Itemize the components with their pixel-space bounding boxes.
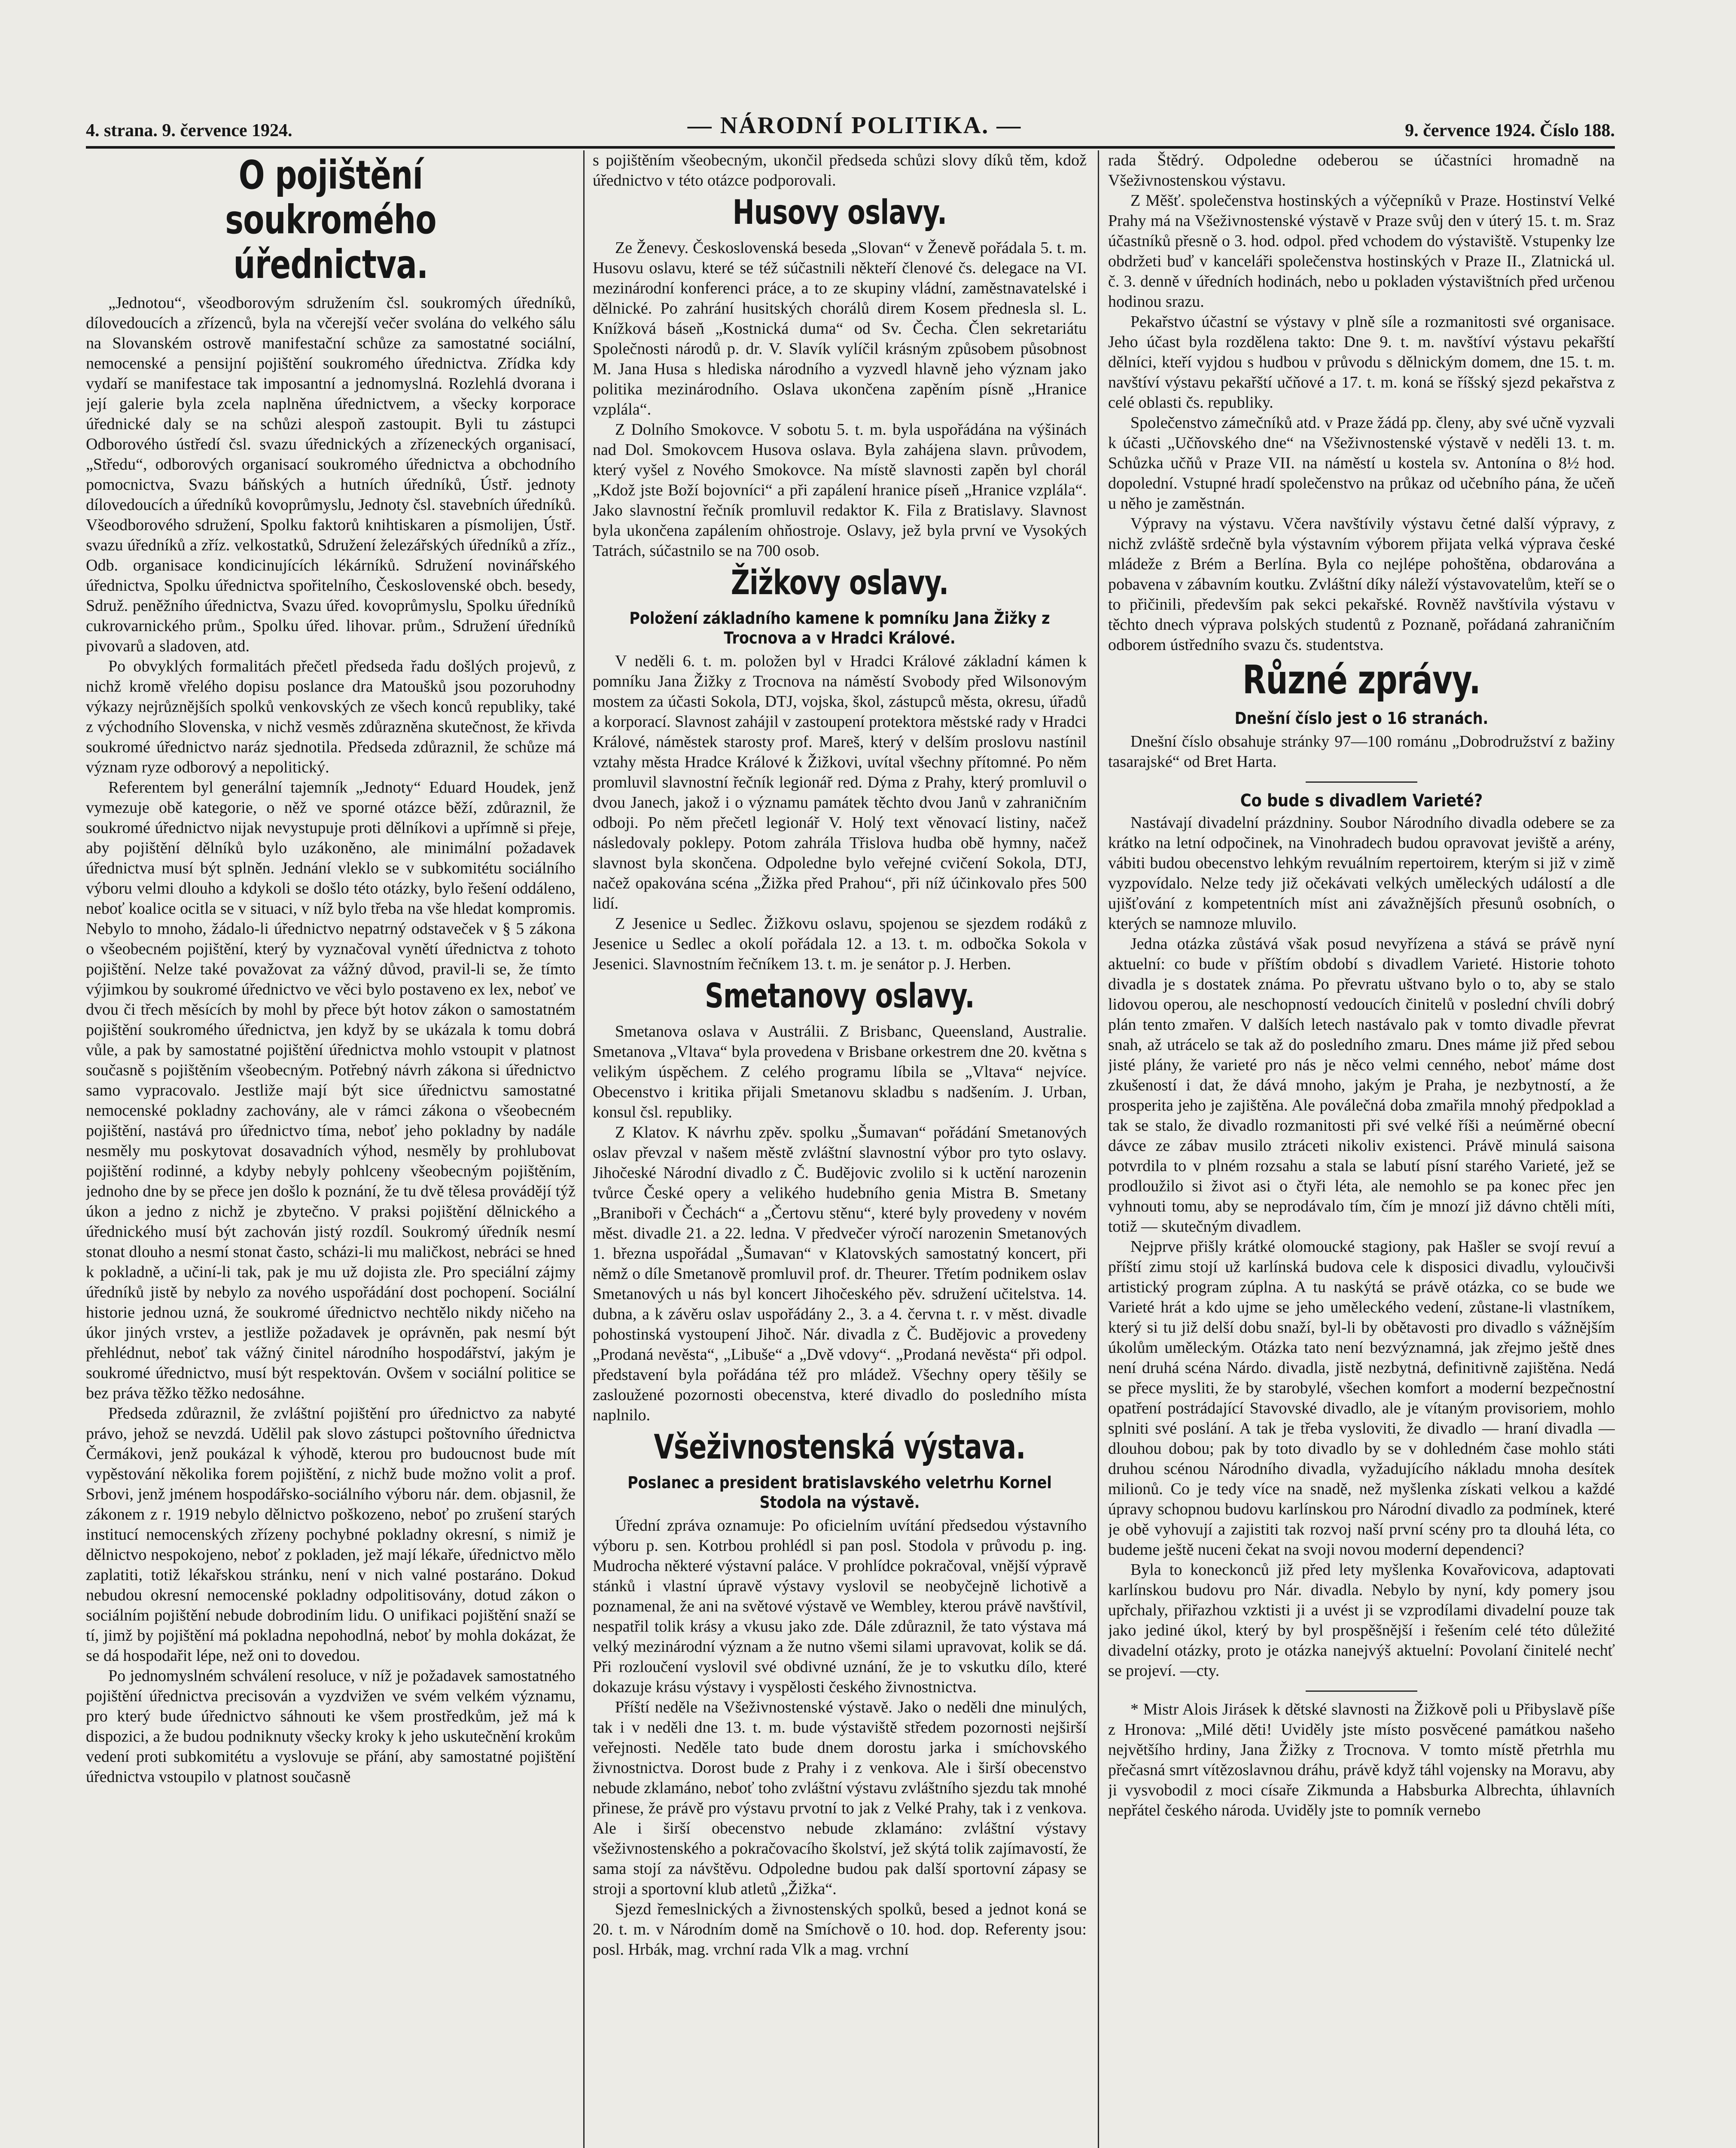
section-subtitle: Dnešní číslo jest o 16 stranách. (1234, 709, 1489, 728)
article-paragraph: Předseda zdůraznil, že zvláštní pojištění pro úřednictvo za nabyté právo, jehož se nevzdá. Udělil pak slovo zástupci poštovního úřednictva Čermákovi, jenž poukázal k výhodě, kterou pro budoucnost bude mít vypěstování několika forem pojištění, z nichž bude možno volit a prof. Srbovi, jenž jménem hospodářsko-sociálního výboru nár. dem. objasnil, že zákonem z r. 1919 nebylo dělnictvo poškozeno, neboť po zrušení starých institucí nemocenských zřízeny pochybné pokladny okresní, s nimiž je dělnictvo nespokojeno, neboť z pokladen, jež mají lékaře, úřednictvo mělo zaplatiti, totiž lékařskou stránku, není v nich valné postaráno. Dokud nebudou okresní nemocenské pokladny odpolitisovány, dotud zákon o sociálním pojištění nebude dobrodiním lidu. O unifikaci pojištění snaží se tí, jimž by pojištění má pokladna nepohodlná, neboť by mohla dokázat, že se dá hospodařit lépe, než oni to dovedou. (86, 1404, 576, 1665)
section-subtitle: Položení základního kamene k pomníku Jana Žižky z Trocnova a v Hradci Králové. (629, 609, 1050, 647)
section-title-smetanovy: Smetanovy oslavy. (705, 977, 975, 1016)
article-continuation: s pojištěním všeobecným, ukončil předseda schůzi slovy díků těm, kdož úřednictvo v této otázce podporovali. (593, 151, 1087, 189)
header-rule (86, 146, 1615, 149)
article-paragraph: Společenstvo zámečníků atd. v Praze žádá pp. členy, aby své učně vyzvali k účasti „Učňovského dne“ na Všeživnostenské výstavě v neděli 13. t. m. Schůzka učňů v Praze VII. na náměstí u kostela sv. Antonína o 8½ hod. dopolední. Vstupné hradí společenstvo na průkaz od učebního pána, že učeň u něho je zaměstnán. (1108, 414, 1615, 513)
article-paragraph: Z Dolního Smokovce. V sobotu 5. t. m. byla uspořádána na výšinách nad Dol. Smokovcem Husova oslava. Byla zahájena slavn. průvodem, který vyšel z Nového Smokovce. Na místě slavnosti zapěn byl chorál „Kdož jste Boží bojovníci“ a při zapálení hranice píseň „Hranice vzplála“. Jako slavnostní řečník promluvil redaktor K. Fila z Bratislavy. Slavnost byla ukončena zapálením ohňostroje. Oslavy, jež byla první ve Vysokých Tatrách, súčastnilo se na 700 osob. (593, 421, 1087, 560)
column-divider (583, 150, 585, 2148)
article-paragraph: V neděli 6. t. m. položen byl v Hradci Králové základní kámen k pomníku Jana Žižky z Trocnova na náměstí Svobody před Wilsonovým mostem za účasti Sokola, DTJ, vojska, škol, zástupců města, okresu, úřadů a korporací. Slavnost zahájil v zastoupení protektora městské rady v Hradci Králové, náměstek starosty prof. Mareš, který v delším proslovu nastínil vztahy města Hradce Králové k Žižkovi, uvítal všechny přítomné. Po něm promluvil slavnostní řečník legionář red. Dýma z Prahy, který promluvil o dvou Janech, jakož i o významu památek těchto dvou Janů v zahraničním odboji. Po něm přečetl legionář V. Holý text věnovací listiny, načež následovaly poklepy. Potom zahrála Třislova hudba obě hymny, načež slavnost byla skončena. Odpoledne bylo veřejné cvičení Sokola, DTJ, načež opakována scéna „Žižka před Prahou“, při níž účinkovalo přes 500 lidí. (593, 652, 1087, 912)
date-issue-number: 9. července 1924. Číslo 188. (1405, 121, 1615, 140)
column-1 (86, 150, 576, 2148)
article-paragraph: * Mistr Alois Jirásek k dětské slavnosti na Žižkově poli u Přibyslavě píše z Hronova: „Milé děti! Uviděly jste místo posvěcené památkou našeho největšího hrdiny, Jana Žižky z Trocnova. V tomto místě přetrhla mu přečasná smrt vítězoslavnou dráhu, právě když táhl vojensky na Moravu, aby ji vysvobodil z moci císaře Zikmunda a Habsburka Albrechta, úhlavních nepřátel českého národa. Uviděly jste to pomník vernebo (1108, 1700, 1615, 1819)
section-subtitle: Poslanec a president bratislavského veletrhu Kornel Stodola na výstavě. (627, 1473, 1052, 1512)
column-2 (593, 150, 1087, 2148)
article-paragraph: Smetanova oslava v Austrálii. Z Brisbanc, Queensland, Australie. Smetanova „Vltava“ byla provedena v Brisbane orkestrem dne 20. května s velikým úspěchem. Z celého programu líbila se „Vltava“ nejvíce. Obecenstvo i kritika přijali Smetanovu skladbu s nadšením. J. Urban, konsul čsl. republiky. (593, 1022, 1087, 1121)
article-paragraph: Po obvyklých formalitách přečetl předseda řadu došlých projevů, z nichž kromě vřelého dopisu poslance dra Matoušků jsou pozoruhodny výkazy nejrůznějších spolků venkovských ze všech konců republiky, také z východního Slovenska, v nichž vesměs zdůrazněna skutečnost, že křivda soukromé úřednictvo naráz sjednotila. Předseda zdůraznil, že schůze má význam ryze odborový a nepolitický. (86, 657, 576, 776)
newspaper-masthead: — NÁRODNÍ POLITIKA. — (687, 112, 1022, 139)
article-paragraph: Z Jesenice u Sedlec. Žižkovu oslavu, spojenou se sjezdem rodáků z Jesenice u Sedlec a okolí pořádala 12. a 13. t. m. odbočka Sokola v Jesenici. Slavnostním řečníkem 13. t. m. je senátor p. J. Herben. (593, 915, 1087, 973)
article-paragraph: Z Klatov. K návrhu zpěv. spolku „Šumavan“ pořádání Smetanových oslav převzal v našem městě zvláštní slavnostní výbor pro tyto oslavy. Jihočeské Národní divadlo z Č. Budějovic zvolilo si k uctění narozenin tvůrce České opery a velikého hudebního genia Mistra B. Smetany „Braniboři v Čechách“ a „Čertovu stěnu“, které byly provedeny v novém měst. divadle 21. a 22. ledna. V předvečer výročí narozenin Smetanových 1. března uspořádal „Šumavan“ v Klatovských samostatný koncert, při němž o díle Smetanově promluvil prof. dr. Theurer. Třetím podnikem oslav Smetanových u nás byl koncert Jihočeského pěv. sdružení učitelstva. 14. dubna, a k závěru oslav uspořádány 2., 3. a 4. června t. r. v měst. divadle pohostinská vystoupení Jihoč. Nár. divadla z Č. Budějovic a provedeny „Prodaná nevěsta“, „Libuše“ a „Dvě vdovy“. „Prodaná nevěsta“ při odpol. představení byla pořádána též pro mládež. Všechny opery těšily se zasloužené pozornosti obecenstva, které divadlo do posledního místa naplnilo. (593, 1123, 1087, 1424)
article-headline-variete: Co bude s divadlem Varieté? (1240, 791, 1483, 811)
article-paragraph: Pekařstvo účastní se výstavy v plně síle a rozmanitosti své organisace. Jeho účast byla rozdělena takto: Dne 9. t. m. navštíví výstavu pekařští dělníci, kteří vyjdou s hudbou v průvodu s dělnickým domem, dne 15. t. m. navštíví výstavu pekařští učňové a 17. t. m. koná se říšský sjezd pekařstva z celé oblasti čs. republiky. (1108, 313, 1615, 412)
article-paragraph: Dnešní číslo obsahuje stránky 97—100 románu „Dobrodružství z bažiny tasarajské“ od Bret Harta. (1108, 732, 1615, 771)
article-paragraph: „Jednotou“, všeodborovým sdružením čsl. soukromých úředníků, dílovedoucích a zřízenců, byla na včerejší večer svolána do velkého sálu na Slovanském ostrově manifestační schůze za samostatné sociální, nemocenské a pensijní pojištění soukromého úřednictva. Zřídka kdy vydaří se manifestace tak imposantní a jednomyslná. Rozlehlá dvorana i její galerie byla zcela naplněna úřednictvem, a všecky korporace úřednické daly se na schůzi alespoň zastoupit. Byli tu zástupci Odborového ústředí čsl. svazu úřednických a zřízeneckých organisací, „Středu“, odborových organisací soukromého úřednictva a obchodního pomocnictva, Svazu báňských a hutních úředníků, Ústř. jednoty dílovedoucích a úředníků kovoprůmyslu, Jednoty čsl. stavebních úředníků. Všeodborového sdružení, Spolku faktorů knihtiskaren a písmolijen, Ústř. svazu úředníků a zříz. velkostatků, Sdružení železářských úředníků a zříz., Odb. organisace kondicinujících lékárníků. Sdružení novinářského úřednictva, Spolku úřednictva spořitelního, Československé obch. besedy, Sdruž. peněžního úřednictva, Svazu úřed. kovoprůmyslu, Spolku úředníků cukrovarnického prům., Spolku úřed. lihovar. prům., Sdružení úředníků pivovarů a sladoven, atd. (86, 294, 576, 655)
section-title-vystava: Všeživnostenská výstava. (654, 1428, 1026, 1467)
article-continuation: rada Štědrý. Odpoledne odeberou se účastníci hromadně na Všeživnostenskou výstavu. (1108, 151, 1615, 189)
article-paragraph: Byla to koneckonců již před lety myšlenka Kovařovicova, adaptovati karlínskou budovu pro Nár. divadla. Nebylo by nyní, kdy pomery jsou upřchaly, přiřazhou vzktisti ji a uvést ji se vzprodílami divadelní pouze tak jako jediné úkol, který by byl prospěšnější i řešením celé této důležité divadelní otázky, proto je otázka nanejvýš aktuelní: Povolaní činitelé nechť se projeví. —cty. (1108, 1561, 1615, 1680)
article-paragraph: Po jednomyslném schválení resoluce, v níž je požadavek samostatného pojištění úřednictva precisován a vyzdvižen ve svém velkém významu, pro který bude úřednictvo sáhnouti ke všem prostředkům, jež má k dispozici, a že budou podniknuty všecky kroky k jeho uskutečnění krokům vedení proti subkomitétu a vyslovuje se přání, aby samostatné pojištění úřednictva vstoupilo v platnost současně (86, 1667, 576, 1786)
article-paragraph: Výpravy na výstavu. Včera navštívily výstavu četné další výpravy, z nichž zvláště srdečně byla výstavním výborem přijata velká výprava české mládeže z Brém a Berlína. Byla co nejlépe pohoštěna, obdarována a pobavena v zábavním koutku. Zvláštní díky náleží výstavovatelům, kteří se o to přičinili, především pak sekci pekařské. Rovněž navštívila výstavu v těchto dnech výprava polských studentů z Poznaně, pořádaná zahraničním odborem ústředního svazu čs. studentstva. (1108, 515, 1615, 654)
article-paragraph: Ze Ženevy. Československá beseda „Slovan“ v Ženevě pořádala 5. t. m. Husovu oslavu, které se též súčastnili někteří členové čs. delegace na VI. mezinárodní konferenci práce, a to ze skupiny vládní, zaměstnavatelské i dělnické. Po zahrání husitských chorálů direm Kosem přednesla sl. L. Knížková báseň „Kostnická duma“ od Sv. Čecha. Člen sekretariátu Společnosti národů p. dr. V. Slavík vylíčil krásným způsobem působnost M. Jana Husa s hlediska národního a vyzvedl hlavně jeho význam jako politika mezinárodního. Oslava ukončena zapěním písně „Hranice vzplála“. (593, 239, 1087, 418)
article-title: O pojištění soukromého úřednictva. (225, 152, 436, 287)
separator-rule (1306, 781, 1417, 783)
article-paragraph: Z Měšť. společenstva hostinských a výčepníků v Praze. Hostinství Velké Prahy má na Všeživnostenské výstavě v Praze svůj den v úterý 15. t. m. Sraz účastníků přesně o 3. hod. odpol. před vchodem do výstaviště. Vstupenky lze obdržeti buď v kanceláři společenstva hostinských v Praze II., Zlatnická ul. č. 3. denně v úředních hodinách, nebo u pokladen výstavištních před určenou hodinou srazu. (1108, 192, 1615, 311)
article-paragraph: Příští neděle na Všeživnostenské výstavě. Jako o neděli dne minulých, tak i v neděli dne 13. t. m. bude výstaviště středem pozornosti nejširší veřejnosti. Neděle tato bude dnem dorostu jarka i smíchovského živnostnictva. Dorost bude z Prahy i z venkova. Ale i širší obecenstvo nebude zklamáno, neboť toho zvláštní výstavu zvláštního sjezdu tak mnohé přinese, že právě pro výstavu prvotní to jak z Velké Prahy, tak i z venkova. Ale i širší obecenstvo nebude zklamáno: zvláštní výstavy všeživnostenského a pokračovacího školství, jež skýtá tolik zajímavostí, že sama stojí za návštěvu. Odpoledne budou pak další sportovní zápasy se stroji a sportovní klub atletů „Žižka“. (593, 1698, 1087, 1898)
article-paragraph: Nastávají divadelní prázdniny. Soubor Národního divadla odebere se za krátko na letní odpočinek, na Vinohradech budou opravovat jeviště a arény, vábiti budou obecenstvo lehkým revuálním repertoirem, kterým si již v zimě vyzpovídalo. Nelze tedy již očekávati velkých uměleckých událostí a dle ujišťování z kompetentních míst ani závažnějších přesunů osobních, o kterých se namnoze mluvilo. (1108, 814, 1615, 933)
article-paragraph: Úřední zpráva oznamuje: Po oficielním uvítání předsedou výstavního výboru p. sen. Kotrbou prohlédl si pan posl. Stodola v průvodu p. ing. Mudrocha některé výstavní paláce. V prohlídce pokračoval, vnější výpravě stánků i vlastní úpravě výstavy vyslovil se neobyčejně lichotivě a poznamenal, že ani na světové výstavě ve Wembley, kterou právě navštívil, nespatřil tolik krásy a vkusu jako zde. Dále zdůraznil, že tato výstava má velký mezinárodní význam a že nutno všemi silami upravovat, kolik se dá. Při rozloučení vyslovil své obdivné uznání, že je to vskutku dílo, které dokazuje krásu výstavy i vyspělosti českého živnostnictva. (593, 1516, 1087, 1696)
article-paragraph: Jedna otázka zůstává však posud nevyřízena a stává se právě nyní aktuelní: co bude v příštím období s divadlem Varieté. Historie tohoto divadla je s dostatek známa. Po převratu uštvano bylo o to, aby se stalo lidovou operou, ale neschopností vedoucích činitelů v poslední chvíli dobrý plán tento zmařen. V dalších letech nastávalo pak v tomto divadle převrat snah, až utrácelo se tak až do posledního zmaru. Dnes máme již před sebou jisté plány, že varieté pro nás je něco velmi cenného, neboť máme dost zkušeností i dat, že dává mnoho, jakým je Praha, je nezbytností, a že prosperita jeho je zajištěna. Ale poválečná doba zmařila mnohý předpoklad a tak se stalo, že divadlo rozmanitosti při své velké říši a neúměrné obecní dávce ze zábav musilo ztráceti nikoliv existenci. Právě minulá saisona potvrdila to v plném rozsahu a stala se labutí písní starého Varieté, jež se prodloužilo si život asi o čtyři léta, ale nemohlo se pa konec přec jen vyhnouti tomu, aby se neprodávalo tím, čím je mnozí již dávno chtěli míti, totiž — skutečným divadlem. (1108, 935, 1615, 1236)
separator-rule (1306, 1690, 1417, 1692)
section-title-zizkovy: Žižkovy oslavy. (731, 564, 949, 602)
article-paragraph: Nejprve přišly krátké olomoucké stagiony, pak Hašler se svojí revuí a příští zimu stojí už karlínská budova cele k disposici divadlu, vyloučivši artistický program zúplna. A tu naskýtá se právě otázka, co se bude we Varieté hrát a kdo ujme se jeho uměleckého vedení, zůstane-li vlastníkem, který si tu již delší dobu snaží, byl-li by obětavosti pro divadlo s vážnějším úkolům uměleckým. Otázka tato není bezvýznamná, jak zřejmo ještě dnes není druhá scéna Nárdo. divadla, jistě nezbytná, definitivně zajištěna. Nedá se přece mysliti, že by starobylé, všechen komfort a moderní bezpečnostní opatření postrádající Stavovské divadlo, ale je vítaným provisoriem, mohlo splniti své poslání. A tak je třeba vysloviti, že divadlo — hraní divadla — dlouhou dobou; pak by toto divadlo by se v dohledném čase mohlo státi druhou scénou Národního divadla, vyžadujícího nákladu mnoha desítek milionů. Co je tedy více na snadě, než myšlenka získati velkou a každé úpravy schopnou budovu karlínskou pro Národní divadlo za podmínek, které je obě vyhovují a zajistiti tak rozvoj naší první scény pro ta dlouhá léta, co budeme ještě nuceni čekat na svoji novou moderní dependenci? (1108, 1238, 1615, 1559)
column-3 (1108, 150, 1615, 2148)
article-paragraph: Referentem byl generální tajemník „Jednoty“ Eduard Houdek, jenž vymezuje obě kategorie, o něž ve sporné otázce běží, zdůraznil, že soukromé úřednictvo nijak nevystupuje proti dělníkovi a upřímně si přeje, aby pojištění dělníků bylo uzákoněno, ale minimální požadavek úřednictva musí být splněn. Jednání vleklo se v subkomitétu sociálního výboru velmi dlouho a kdykoli se došlo této otázky, bylo řešení oddáleno, neboť koalice ocitla se v situaci, v níž bylo třeba na vše hledat kompromis. Nebylo to mnoho, žádalo-li úřednictvo nepatrný odstaveček v § 5 zákona o všeobecném pojištění, který by vyznačoval vynětí úřednictva z tohoto pojištění. Nelze také považovat za vážný důvod, pravil-li se, že tímto výjimkou by soukromé úřednictvo ve věci bylo postaveno ex lex, neboť ve dvou či třech měsících by mohl by přece být hotov zákon o samostatném pojištění soukromého úřednictva, jen když by se ukázala k tomu dobrá vůle, a pak by samostatné pojištění úřednictva mohlo vstoupit v platnost současně s pojištěním všeobecným. Potřebný návrh zákona si úřednictvo samo vypracovalo. Jestliže mají být sice úřednictvu samostatné nemocenské pokladny zachovány, ale v rámci zákona o všeobecném pojištění, nastává pro úřednictvo tíma, neboť jeho pokladny by nadále nesměly mu poskytovat dosavadních výhod, nesměly by prohlubovat pojištění rodinné, a kdyby nebyly pohlceny všeobecným pojištěním, jednoho dne by se přece jen došlo k poznání, že tu dvě tělesa provádějí týž úkon a jedno z nichž je zbytečno. V praksi pojištění dělnického a úřednického musí být zachován jistý rozdíl. Soukromý úředník nesmí stonat dlouho a nesmí stonat často, scházi-li mu maličkost, nebráci se hned k pokladně, a učiní-li tak, pak je mu už dojista zle. Pro speciální zájmy úředníků jistě by nebylo za nového uspořádání dost pochopení. Sociální historie jednou uzná, že soukromé úřednictvo nechtělo nikdy ničeho na úkor jiných vrstev, a jestliže požadavek je oprávněn, pak nesmí být přehlédnut, neboť tak vážný činitel národního hospodářství, jakým je soukromé úřednictvo, musí být respektován. Ovšem v sociální politice se bez práva těžko těžko nedosáhne. (86, 778, 576, 1402)
page-number-date: 4. strana. 9. července 1924. (86, 121, 292, 140)
section-title-husovy: Husovy oslavy. (732, 193, 947, 232)
article-paragraph: Sjezd řemeslnických a živnostenských spolků, besed a jednot koná se 20. t. m. v Národním domě na Smíchově o 10. hod. dop. Referenty jsou: posl. Hrbák, mag. vrchní rada Vlk a mag. vrchní (593, 1900, 1087, 1959)
column-divider (1098, 150, 1099, 2148)
section-title-ruzne: Různé zprávy. (1243, 657, 1480, 703)
